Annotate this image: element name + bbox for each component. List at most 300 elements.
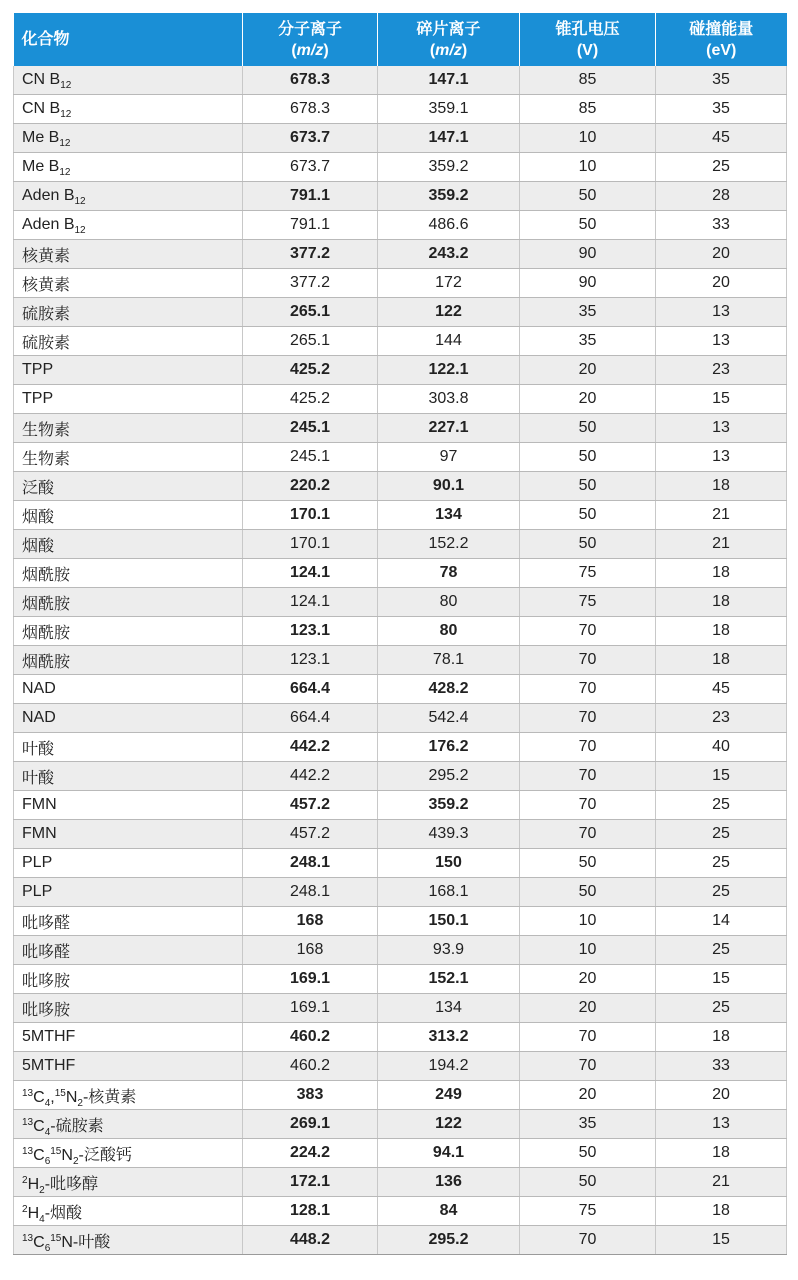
precursor-mz-cell: 245.1	[243, 414, 378, 443]
compound-name-cell	[14, 965, 243, 994]
collision-energy-cell: 25	[656, 936, 787, 965]
table-row	[14, 240, 787, 269]
table-row	[14, 385, 787, 414]
compound-name-text: TPP	[22, 361, 54, 378]
compound-name-cell	[14, 1081, 243, 1110]
header-precursor-label: 分子离子	[277, 20, 342, 38]
collision-energy-cell: 25	[656, 878, 787, 907]
compound-name-text: N	[65, 1088, 78, 1106]
compound-name-cell	[14, 501, 243, 530]
collision-energy-cell: 13	[656, 443, 787, 472]
collision-energy-cell: 21	[656, 501, 787, 530]
fragment-mz-cell: 542.4	[378, 704, 520, 733]
header-cone-unit: (V)	[576, 41, 599, 59]
compound-name-subscript: 12	[60, 80, 72, 91]
fragment-mz-cell: 152.1	[378, 965, 520, 994]
atom-count-subscript: 4	[44, 1097, 51, 1109]
table-row	[14, 791, 787, 820]
compound-name-text: -吡哆醇	[44, 1175, 99, 1193]
header-precursor-ion	[243, 13, 378, 66]
table-row	[14, 994, 787, 1023]
fragment-mz-cell: 80	[378, 617, 520, 646]
cone-voltage-cell: 50	[520, 1168, 656, 1197]
compound-name-text: 烟酰胺	[22, 566, 71, 584]
cone-voltage-cell: 20	[520, 994, 656, 1023]
precursor-mz-cell: 460.2	[243, 1052, 378, 1081]
fragment-mz-cell: 176.2	[378, 733, 520, 762]
collision-energy-cell: 15	[656, 1226, 787, 1255]
compound-name-cell	[14, 182, 243, 211]
cone-voltage-cell: 75	[520, 588, 656, 617]
compound-name-text: ,	[50, 1088, 55, 1106]
table-row	[14, 1110, 787, 1139]
collision-energy-cell: 20	[656, 269, 787, 298]
collision-energy-cell: 45	[656, 675, 787, 704]
precursor-mz-cell: 664.4	[243, 675, 378, 704]
isotope-superscript: 13	[22, 1116, 34, 1128]
table-row	[14, 646, 787, 675]
cone-voltage-cell: 20	[520, 385, 656, 414]
collision-energy-cell: 18	[656, 559, 787, 588]
compound-name-cell	[14, 414, 243, 443]
compound-name-text: PLP	[22, 883, 53, 900]
precursor-mz-cell: 377.2	[243, 240, 378, 269]
isotope-superscript: 13	[22, 1087, 34, 1099]
compound-name-text: -硫胺素	[50, 1117, 104, 1135]
isotope-superscript: 13	[22, 1232, 34, 1244]
compound-name-text: 核黄素	[22, 276, 71, 294]
compound-name-text: N	[61, 1146, 73, 1164]
fragment-mz-cell: 144	[378, 327, 520, 356]
fragment-mz-cell: 303.8	[378, 385, 520, 414]
atom-count-subscript: 6	[44, 1155, 51, 1167]
compound-name-text: H	[27, 1204, 40, 1222]
fragment-mz-cell: 122.1	[378, 356, 520, 385]
precursor-mz-cell: 168	[243, 936, 378, 965]
precursor-mz-cell: 170.1	[243, 501, 378, 530]
compound-name-text: -核黄素	[82, 1088, 137, 1106]
precursor-mz-cell: 678.3	[243, 95, 378, 124]
atom-count-subscript: 2	[77, 1097, 83, 1109]
cone-voltage-cell: 50	[520, 878, 656, 907]
fragment-mz-cell: 168.1	[378, 878, 520, 907]
precursor-mz-cell: 265.1	[243, 327, 378, 356]
collision-energy-cell: 35	[656, 66, 787, 95]
compound-name-text: 烟酰胺	[22, 624, 71, 642]
cone-voltage-cell: 70	[520, 646, 656, 675]
fragment-mz-cell: 313.2	[378, 1023, 520, 1052]
compound-name-cell	[14, 1052, 243, 1081]
fragment-mz-cell: 359.2	[378, 153, 520, 182]
compound-name-cell	[14, 443, 243, 472]
compound-name-text: 烟酰胺	[22, 653, 71, 671]
precursor-mz-cell: 245.1	[243, 443, 378, 472]
header-precursor-paren-close: )	[323, 41, 329, 59]
collision-energy-cell: 20	[656, 1081, 787, 1110]
cone-voltage-cell: 70	[520, 675, 656, 704]
cone-voltage-cell: 85	[520, 66, 656, 95]
precursor-mz-cell: 442.2	[243, 733, 378, 762]
table-row	[14, 820, 787, 849]
compound-name-text: -烟酸	[44, 1204, 83, 1222]
precursor-mz-cell: 664.4	[243, 704, 378, 733]
compound-name-cell	[14, 327, 243, 356]
cone-voltage-cell: 50	[520, 211, 656, 240]
cone-voltage-cell: 70	[520, 791, 656, 820]
compound-name-text: H	[27, 1175, 40, 1193]
compound-name-cell	[14, 559, 243, 588]
compound-name-cell	[14, 878, 243, 907]
fragment-mz-cell: 94.1	[378, 1139, 520, 1168]
cone-voltage-cell: 70	[520, 762, 656, 791]
transition-table-container	[13, 13, 786, 1255]
precursor-mz-cell: 791.1	[243, 211, 378, 240]
compound-name-cell	[14, 211, 243, 240]
collision-energy-cell: 13	[656, 327, 787, 356]
fragment-mz-cell: 136	[378, 1168, 520, 1197]
precursor-mz-cell: 265.1	[243, 298, 378, 327]
precursor-mz-cell: 123.1	[243, 617, 378, 646]
cone-voltage-cell: 50	[520, 414, 656, 443]
header-fragment-paren-close: )	[461, 41, 468, 59]
compound-name-text: Me B	[22, 158, 60, 175]
table-row	[14, 1168, 787, 1197]
fragment-mz-cell: 97	[378, 443, 520, 472]
table-row	[14, 733, 787, 762]
compound-name-text: CN B	[22, 100, 61, 117]
precursor-mz-cell: 673.7	[243, 153, 378, 182]
table-row	[14, 124, 787, 153]
precursor-mz-cell: 169.1	[243, 994, 378, 1023]
collision-energy-cell: 15	[656, 965, 787, 994]
cone-voltage-cell: 10	[520, 153, 656, 182]
header-row	[14, 13, 787, 66]
collision-energy-cell: 25	[656, 849, 787, 878]
collision-energy-cell: 13	[656, 1110, 787, 1139]
compound-name-cell	[14, 385, 243, 414]
compound-name-text: 吡哆胺	[22, 1001, 71, 1019]
compound-name-cell	[14, 153, 243, 182]
isotope-superscript: 15	[54, 1087, 66, 1099]
table-row	[14, 704, 787, 733]
compound-name-subscript: 12	[74, 225, 86, 236]
compound-name-text: C	[33, 1146, 45, 1164]
cone-voltage-cell: 70	[520, 1226, 656, 1255]
table-row	[14, 965, 787, 994]
compound-name-cell	[14, 124, 243, 153]
precursor-mz-cell: 425.2	[243, 385, 378, 414]
cone-voltage-cell: 70	[520, 1052, 656, 1081]
compound-name-subscript: 12	[60, 109, 72, 120]
precursor-mz-cell: 170.1	[243, 530, 378, 559]
fragment-mz-cell: 134	[378, 501, 520, 530]
table-row	[14, 1226, 787, 1255]
header-fragment-label: 碎片离子	[416, 20, 481, 38]
fragment-mz-cell: 227.1	[378, 414, 520, 443]
isotope-superscript: 15	[50, 1232, 62, 1244]
compound-name-text: CN B	[22, 71, 61, 88]
precursor-mz-cell: 124.1	[243, 588, 378, 617]
collision-energy-cell: 25	[656, 994, 787, 1023]
table-row	[14, 182, 787, 211]
compound-name-text: 生物素	[22, 421, 71, 439]
fragment-mz-cell: 359.2	[378, 791, 520, 820]
atom-count-subscript: 4	[44, 1126, 51, 1138]
compound-name-text: 叶酸	[22, 740, 55, 758]
cone-voltage-cell: 50	[520, 530, 656, 559]
precursor-mz-cell: 169.1	[243, 965, 378, 994]
compound-name-text: C	[33, 1088, 45, 1106]
fragment-mz-cell: 152.2	[378, 530, 520, 559]
collision-energy-cell: 18	[656, 472, 787, 501]
cone-voltage-cell: 70	[520, 1023, 656, 1052]
fragment-mz-cell: 147.1	[378, 124, 520, 153]
header-precursor-paren-open: (	[291, 41, 297, 59]
cone-voltage-cell: 20	[520, 356, 656, 385]
fragment-mz-cell: 359.2	[378, 182, 520, 211]
table-body	[14, 66, 787, 1255]
compound-name-subscript: 12	[59, 138, 71, 149]
precursor-mz-cell: 448.2	[243, 1226, 378, 1255]
cone-voltage-cell: 85	[520, 95, 656, 124]
precursor-mz-cell: 678.3	[243, 66, 378, 95]
fragment-mz-cell: 486.6	[378, 211, 520, 240]
compound-name-cell	[14, 675, 243, 704]
precursor-mz-cell: 460.2	[243, 1023, 378, 1052]
precursor-mz-cell: 172.1	[243, 1168, 378, 1197]
fragment-mz-cell: 439.3	[378, 820, 520, 849]
precursor-mz-cell: 220.2	[243, 472, 378, 501]
header-precursor-unit	[243, 40, 377, 61]
fragment-mz-cell: 78.1	[378, 646, 520, 675]
precursor-mz-cell: 791.1	[243, 182, 378, 211]
collision-energy-cell: 33	[656, 211, 787, 240]
compound-name-cell	[14, 762, 243, 791]
collision-energy-cell: 21	[656, 1168, 787, 1197]
cone-voltage-cell: 20	[520, 965, 656, 994]
compound-name-cell	[14, 66, 243, 95]
table-row	[14, 1023, 787, 1052]
cone-voltage-cell: 10	[520, 936, 656, 965]
cone-voltage-cell: 50	[520, 501, 656, 530]
header-fragment-unit	[378, 40, 519, 61]
cone-voltage-cell: 90	[520, 240, 656, 269]
header-collision-energy	[656, 13, 787, 66]
compound-name-subscript: 12	[74, 196, 86, 207]
compound-name-cell	[14, 356, 243, 385]
collision-energy-cell: 14	[656, 907, 787, 936]
fragment-mz-cell: 84	[378, 1197, 520, 1226]
collision-energy-cell: 21	[656, 530, 787, 559]
precursor-mz-cell: 124.1	[243, 559, 378, 588]
compound-name-text: FMN	[22, 796, 57, 813]
isotope-superscript: 13	[22, 1145, 34, 1157]
table-row	[14, 95, 787, 124]
fragment-mz-cell: 80	[378, 588, 520, 617]
compound-name-text: 生物素	[22, 450, 71, 468]
table-row	[14, 501, 787, 530]
compound-name-cell	[14, 472, 243, 501]
compound-name-text: 吡哆醛	[22, 943, 71, 961]
collision-energy-cell: 18	[656, 588, 787, 617]
compound-name-text: 叶酸	[22, 769, 55, 787]
table-row	[14, 298, 787, 327]
compound-name-text: 核黄素	[22, 247, 71, 265]
cone-voltage-cell: 70	[520, 617, 656, 646]
compound-name-cell	[14, 646, 243, 675]
cone-voltage-cell: 70	[520, 733, 656, 762]
cone-voltage-cell: 75	[520, 1197, 656, 1226]
fragment-mz-cell: 428.2	[378, 675, 520, 704]
compound-name-cell	[14, 820, 243, 849]
mrm-transition-table	[13, 13, 787, 1255]
fragment-mz-cell: 243.2	[378, 240, 520, 269]
compound-name-text: Me B	[22, 129, 60, 146]
compound-name-text: PLP	[22, 854, 53, 871]
collision-energy-cell: 18	[656, 1197, 787, 1226]
header-collision-label: 碰撞能量	[689, 20, 754, 38]
precursor-mz-cell: 168	[243, 907, 378, 936]
fragment-mz-cell: 122	[378, 298, 520, 327]
compound-name-cell	[14, 1139, 243, 1168]
collision-energy-cell: 20	[656, 240, 787, 269]
compound-name-text: Aden B	[22, 187, 75, 204]
compound-name-text: 烟酸	[22, 537, 55, 555]
compound-name-cell	[14, 1110, 243, 1139]
fragment-mz-cell: 134	[378, 994, 520, 1023]
table-row	[14, 1052, 787, 1081]
atom-count-subscript: 2	[72, 1155, 79, 1167]
table-row	[14, 1197, 787, 1226]
compound-name-text: 5MTHF	[22, 1028, 76, 1045]
compound-name-cell	[14, 994, 243, 1023]
table-row	[14, 559, 787, 588]
table-row	[14, 1081, 787, 1110]
cone-voltage-cell: 10	[520, 907, 656, 936]
table-row	[14, 907, 787, 936]
cone-voltage-cell: 50	[520, 182, 656, 211]
precursor-mz-cell: 673.7	[243, 124, 378, 153]
fragment-mz-cell: 295.2	[378, 762, 520, 791]
fragment-mz-cell: 249	[378, 1081, 520, 1110]
table-row	[14, 269, 787, 298]
cone-voltage-cell: 10	[520, 124, 656, 153]
table-row	[14, 588, 787, 617]
collision-energy-cell: 15	[656, 762, 787, 791]
table-row	[14, 849, 787, 878]
precursor-mz-cell: 248.1	[243, 849, 378, 878]
collision-energy-cell: 45	[656, 124, 787, 153]
cone-voltage-cell: 70	[520, 704, 656, 733]
fragment-mz-cell: 359.1	[378, 95, 520, 124]
compound-name-text: 5MTHF	[22, 1057, 76, 1074]
collision-energy-cell: 18	[656, 1023, 787, 1052]
compound-name-text: NAD	[22, 709, 56, 726]
header-collision-unit: (eV)	[706, 41, 737, 59]
isotope-superscript: 15	[50, 1145, 62, 1157]
cone-voltage-cell: 70	[520, 820, 656, 849]
collision-energy-cell: 25	[656, 153, 787, 182]
compound-name-cell	[14, 1023, 243, 1052]
compound-name-text: 吡哆胺	[22, 972, 71, 990]
table-row	[14, 356, 787, 385]
table-row	[14, 878, 787, 907]
collision-energy-cell: 25	[656, 791, 787, 820]
fragment-mz-cell: 194.2	[378, 1052, 520, 1081]
precursor-mz-cell: 425.2	[243, 356, 378, 385]
precursor-mz-cell: 248.1	[243, 878, 378, 907]
compound-name-text: 硫胺素	[22, 305, 71, 323]
compound-name-text: -泛酸钙	[78, 1146, 132, 1164]
collision-energy-cell: 18	[656, 1139, 787, 1168]
compound-name-text: FMN	[22, 825, 57, 842]
compound-name-cell	[14, 791, 243, 820]
table-row	[14, 617, 787, 646]
atom-count-subscript: 4	[39, 1213, 45, 1225]
atom-count-subscript: 2	[39, 1184, 45, 1196]
compound-name-cell	[14, 733, 243, 762]
table-row	[14, 1139, 787, 1168]
precursor-mz-cell: 377.2	[243, 269, 378, 298]
table-row	[14, 327, 787, 356]
cone-voltage-cell: 50	[520, 849, 656, 878]
table-row	[14, 153, 787, 182]
cone-voltage-cell: 20	[520, 1081, 656, 1110]
table-row	[14, 472, 787, 501]
header-fragment-ion	[378, 13, 520, 66]
compound-name-cell	[14, 1226, 243, 1255]
header-fragment-mz: m/z	[435, 41, 462, 59]
isotope-superscript: 2	[22, 1174, 28, 1186]
table-row	[14, 762, 787, 791]
compound-name-cell	[14, 240, 243, 269]
collision-energy-cell: 13	[656, 414, 787, 443]
precursor-mz-cell: 457.2	[243, 791, 378, 820]
compound-name-cell	[14, 1197, 243, 1226]
collision-energy-cell: 13	[656, 298, 787, 327]
compound-name-text: 吡哆醛	[22, 914, 71, 932]
table-row	[14, 414, 787, 443]
header-fragment-paren-open: (	[429, 41, 436, 59]
cone-voltage-cell: 50	[520, 1139, 656, 1168]
collision-energy-cell: 25	[656, 820, 787, 849]
collision-energy-cell: 23	[656, 704, 787, 733]
compound-name-text: N-叶酸	[61, 1233, 111, 1251]
compound-name-text: TPP	[22, 390, 54, 407]
table-row	[14, 66, 787, 95]
collision-energy-cell: 33	[656, 1052, 787, 1081]
collision-energy-cell: 23	[656, 356, 787, 385]
compound-name-cell	[14, 530, 243, 559]
collision-energy-cell: 40	[656, 733, 787, 762]
cone-voltage-cell: 35	[520, 1110, 656, 1139]
cone-voltage-cell: 90	[520, 269, 656, 298]
isotope-superscript: 2	[22, 1203, 28, 1215]
precursor-mz-cell: 128.1	[243, 1197, 378, 1226]
compound-name-text: 烟酸	[22, 508, 55, 526]
collision-energy-cell: 18	[656, 646, 787, 675]
table-row	[14, 443, 787, 472]
collision-energy-cell: 15	[656, 385, 787, 414]
table-header	[14, 13, 787, 66]
compound-name-text: 硫胺素	[22, 334, 71, 352]
fragment-mz-cell: 90.1	[378, 472, 520, 501]
table-row	[14, 936, 787, 965]
precursor-mz-cell: 123.1	[243, 646, 378, 675]
fragment-mz-cell: 295.2	[378, 1226, 520, 1255]
compound-name-cell	[14, 298, 243, 327]
cone-voltage-cell: 50	[520, 472, 656, 501]
